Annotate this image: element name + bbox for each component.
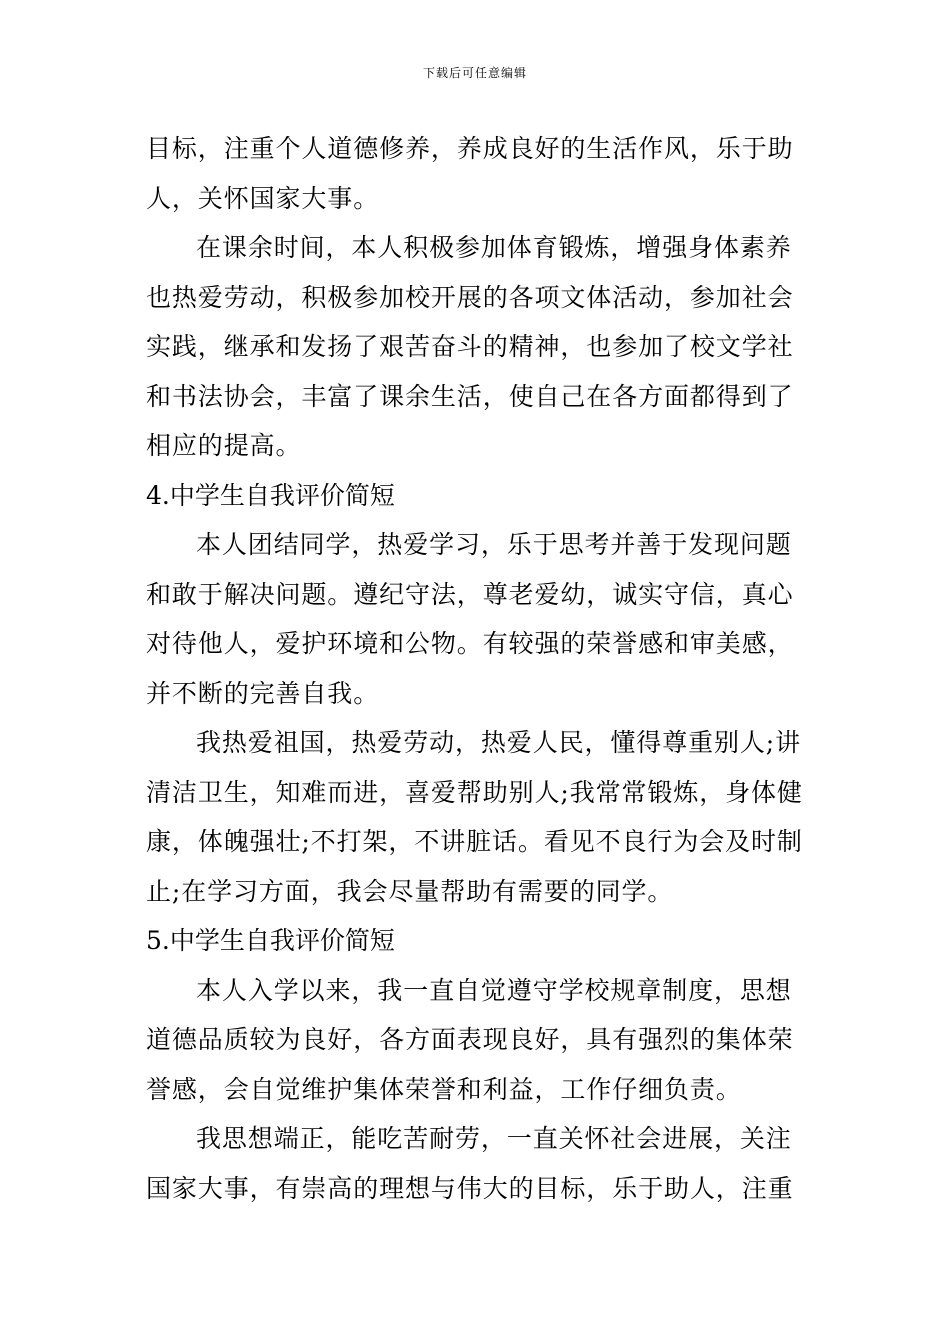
paragraph — [146, 223, 810, 471]
text-line: 道德品质较为良好，各方面表现良好，具有强烈的集体荣 — [146, 1025, 794, 1054]
text-line: 在课余时间，本人积极参加体育锻炼，增强身体素养 — [196, 233, 792, 262]
section-heading: 5.中学生自我评价简短 — [146, 926, 395, 955]
text-line: 我热爱祖国，热爱劳动，热爱人民，懂得尊重别人;讲 — [196, 728, 802, 757]
text-line: 也热爱劳动，积极参加校开展的各项文体活动，参加社会 — [146, 282, 794, 312]
document-body — [146, 124, 810, 1213]
paragraph — [146, 966, 810, 1115]
page-header: 下载后可任意编辑 — [422, 66, 527, 80]
text-line: 本人团结同学，热爱学习，乐于思考并善于发现问题 — [196, 530, 792, 559]
text-line: 和敢于解决问题。遵纪守法，尊老爱幼，诚实守信，真心 — [146, 579, 794, 609]
text-line: 并不断的完善自我。 — [146, 678, 380, 708]
paragraph — [146, 718, 810, 916]
section-heading: 4.中学生自我评价简短 — [146, 480, 395, 510]
text-line: 和书法协会，丰富了课余生活，使自己在各方面都得到了 — [146, 381, 794, 411]
text-line: 对待他人，爱护环境和公物。有较强的荣誉感和审美感， — [146, 629, 794, 658]
text-line: 清洁卫生，知难而进，喜爱帮助别人;我常常锻炼，身体健 — [146, 777, 803, 807]
paragraph — [146, 124, 810, 223]
text-line: 我思想端正，能吃苦耐劳，一直关怀社会进展，关注 — [196, 1124, 792, 1153]
text-line: 誉感，会自觉维护集体荣誉和利益，工作仔细负责。 — [146, 1074, 742, 1104]
text-line: 目标，注重个人道德修养，养成良好的生活作风，乐于助 — [146, 134, 794, 163]
text-line: 止;在学习方面，我会尽量帮助有需要的同学。 — [146, 876, 674, 906]
text-line: 人，关怀国家大事。 — [146, 183, 380, 213]
paragraph — [146, 520, 810, 718]
text-line: 国家大事，有崇高的理想与伟大的目标，乐于助人，注重 — [146, 1173, 794, 1203]
text-line: 康，体魄强壮;不打架，不讲脏话。看见不良行为会及时制 — [146, 827, 803, 856]
text-line: 相应的提高。 — [146, 431, 302, 460]
text-line: 实践，继承和发扬了艰苦奋斗的精神，也参加了校文学社 — [146, 332, 794, 361]
paragraph — [146, 1114, 810, 1213]
text-line: 本人入学以来，我一直自觉遵守学校规章制度，思想 — [196, 975, 792, 1005]
